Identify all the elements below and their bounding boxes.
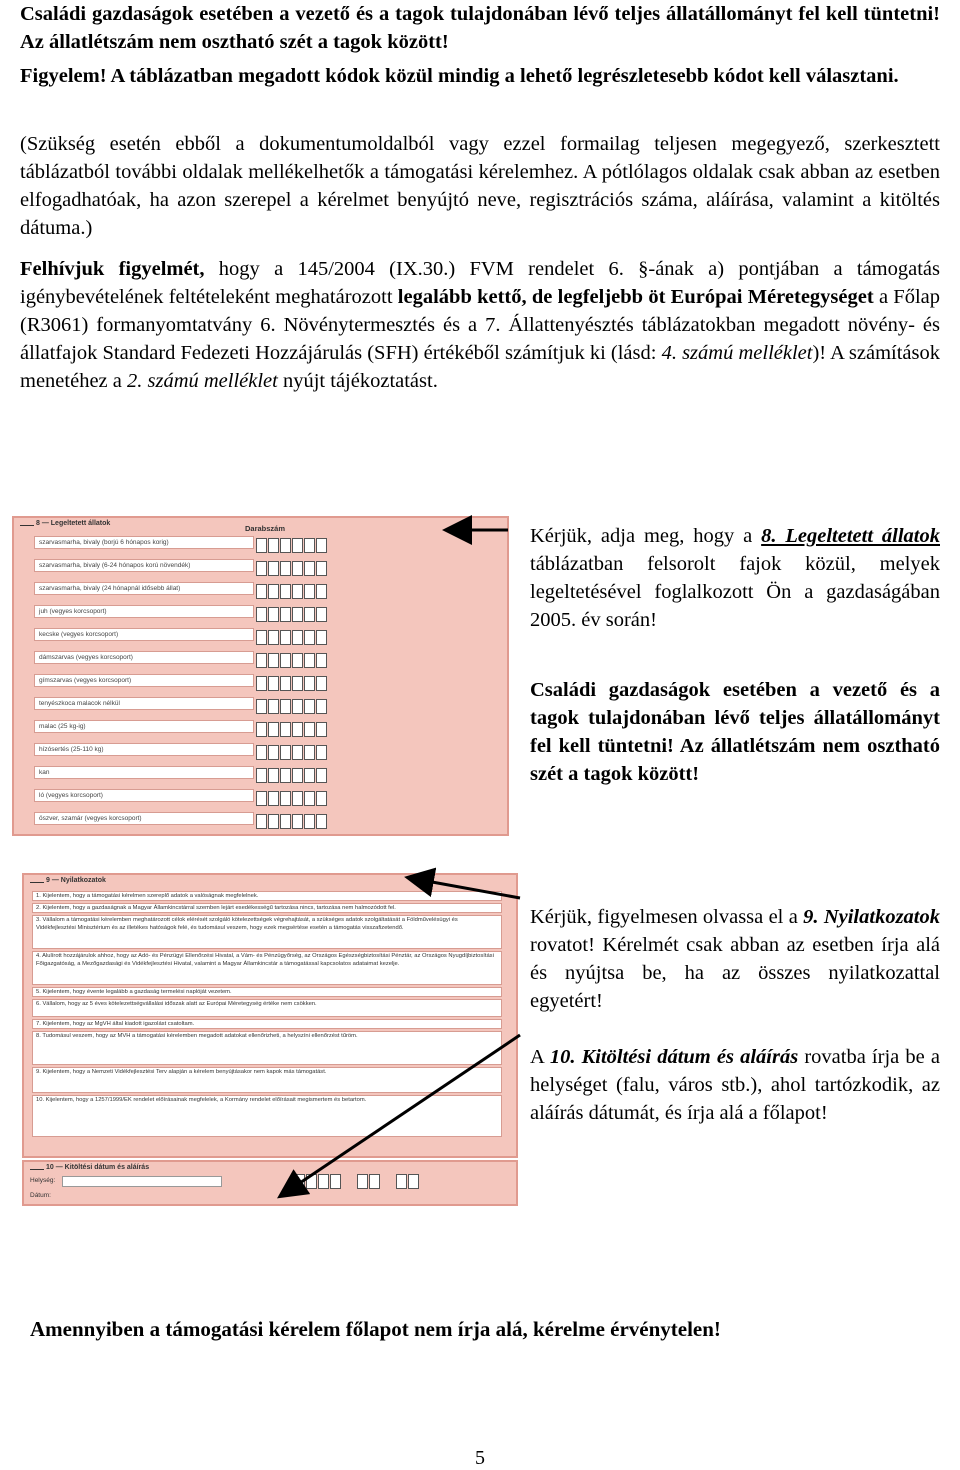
side1-a: Kérjük, adja meg, hogy a: [530, 525, 762, 547]
attention-t3: )! A számítások menetéhez a: [20, 342, 940, 392]
attention-annex2: 2. számú melléklet: [126, 370, 278, 392]
note-extra-pages: (Szükség esetén ebből a dokumentumoldalból vagy ezzel formailag teljesen megegyező, szerkesztett táblázatból további oldalak mellékelhetők a támogatási kérelemhez. A pótlólagos oldalak csak abban az esetben elfogadhatóak, ha azon szerepel a kérelmet benyújtó neve, regisztrációs száma, aláírása, valamint a kitöltés dátuma.): [20, 133, 940, 239]
declaration-text: 8. Tudomásul veszem, hogy az MVH a támogatási kérelemben megadott adatokat ellenőrizheti, a helyszíni ellenőrzést tűröm.: [36, 1033, 358, 1039]
attention-t4: nyújt tájékoztatást.: [277, 370, 438, 392]
animal-label: szarvasmarha, bivaly (24 hónapnál idősebb állat): [34, 582, 254, 595]
side-signature-note: [530, 1043, 940, 1127]
side4-c: rovatba írja be a helységet (falu, város stb.), ahol tartózkodik, az aláírás dátumát, és írja alá a főlapot!: [530, 1046, 940, 1124]
attention-annex4: 4. számú melléklet: [661, 342, 813, 364]
animal-label: gímszarvas (vegyes korcsoport): [34, 674, 254, 687]
declaration-text: 6. Vállalom, hogy az 5 éves kötelezettségvállalási időszak alatt az Európai Méretegység értéke nem csökken.: [36, 1001, 317, 1007]
form8-header-text: 8 — Legeltetett állatok: [36, 520, 111, 527]
arrow-form9: [410, 878, 520, 898]
arrow-form10: [282, 1035, 520, 1195]
side-declarations-note: [530, 903, 940, 1015]
animal-label: szarvasmarha, bivaly (borjú 6 hónapos korig): [34, 536, 254, 549]
animal-label: juh (vegyes korcsoport): [34, 605, 254, 618]
side4-a: A: [530, 1046, 550, 1068]
place-label: Helység:: [30, 1177, 56, 1184]
side1-c: táblázatban felsorolt fajok közül, melyek legeltetésével foglalkozott Ön a gazdaságában 2005. év során!: [530, 553, 940, 631]
declaration-text: 7. Kijelentem, hogy az MgVH által kiadott igazolást csatoltam.: [36, 1021, 195, 1027]
animal-label: malac (25 kg-ig): [34, 720, 254, 733]
declaration-text: 10. Kijelentem, hogy a 1257/1999/EK rendelet előírásainak megfelelek, a Kormány rendelet előírásait megismertem és betartom.: [36, 1097, 367, 1103]
declaration-text: 1. Kijelentem, hogy a támogatási kérelmen szereplő adatok a valóságnak megfelelnek.: [36, 893, 259, 899]
animal-label: ló (vegyes korcsoport): [34, 789, 254, 802]
intro-warning: Családi gazdaságok esetében a vezető és a tagok tulajdonában lévő teljes állatállományt fel kell tüntetni! Az állatlétszám nem osztható szét a tagok között!: [20, 3, 940, 53]
side-grazing-note: [530, 522, 940, 634]
side3-c: rovatot! Kérelmét csak abban az esetben írja alá és nyújtsa be, ha az összes nyilatkozattal egyetért!: [530, 934, 940, 1012]
declaration-text: 9. Kijelentem, hogy a Nemzeti Vidékfejlesztési Terv alapján a kérelem benyújtásakor nem kapok más támogatást.: [36, 1069, 327, 1075]
declaration-text: 3. Vállalom a támogatási kérelemben meghatározott célok elérését szolgáló kötelezettségek végrehajtását, a szükséges adatok szolgáltatását a Földművelésügyi és Vidékfejlesztési Minisztérium és az illetékes hatóságok felé, és tudomásul veszem, hogy ezek megsértése esetén a támogatás visszafizetendő.: [36, 917, 458, 931]
animal-label: dámszarvas (vegyes korcsoport): [34, 651, 254, 664]
form8-col-header: Darabszám: [245, 524, 286, 533]
page-number: 5: [475, 1447, 485, 1469]
declaration-text: 2. Kijelentem, hogy a gazdaságnak a Magyar Államkincstárral szemben lejárt esedékességű tartozása nincs, tartozása nem halmozódott fel.: [36, 905, 396, 911]
side-family-note: Családi gazdaságok esetében a vezető és a tagok tulajdonában lévő teljes állatállományt fel kell tüntetni! Az állatlétszám nem osztható szét a tagok között!: [530, 679, 940, 785]
attention-emphasis: legalább kettő, de legfeljebb öt Európai Méretegységet: [397, 286, 874, 308]
animal-label: tenyészkoca malacok nélkül: [34, 697, 254, 710]
animal-label: öszver, szamár (vegyes korcsoport): [34, 812, 254, 825]
animal-label: hízósertés (25-110 kg): [34, 743, 254, 756]
side1-b: 8. Legeltetett állatok: [761, 525, 940, 547]
form10-header-text: 10 — Kitöltési dátum és aláírás: [46, 1164, 150, 1171]
animal-label: kan: [34, 766, 254, 779]
animal-label: kecske (vegyes korcsoport): [34, 628, 254, 641]
footer-warning: Amennyiben a támogatási kérelem főlapot nem írja alá, kérelme érvénytelen!: [30, 1317, 721, 1341]
date-label: Dátum:: [30, 1192, 51, 1199]
attention-t2: a Főlap (R3061) formanyomtatvány 6. Növénytermesztés és a 7. Állattenyésztés táblázatokban megadott növény- és állatfajok Standard Fedezeti Hozzájárulás (SFH) értékéből számítjuk ki (lásd:: [20, 286, 941, 364]
side3-a: Kérjük, figyelmesen olvassa el a: [530, 906, 804, 928]
declaration-text: 5. Kijelentem, hogy évente legalább a gazdaság termelési naplóját vezetem.: [36, 989, 232, 995]
side3-b: 9. Nyilatkozatok: [803, 906, 940, 928]
side4-b: 10. Kitöltési dátum és aláírás: [549, 1046, 799, 1068]
animal-label: szarvasmarha, bivaly (6-24 hónapos korú növendék): [34, 559, 254, 572]
note-codes-text: Figyelem! A táblázatban megadott kódok közül mindig a lehető legrészletesebb kódot kell választani.: [20, 65, 899, 87]
form9-header-text: 9 — Nyilatkozatok: [46, 877, 106, 884]
attention-lead: Felhívjuk figyelmét,: [20, 258, 205, 280]
attention-t1: hogy a 145/2004 (IX.30.) FVM rendelet 6. §-ának a) pontjában a támogatás igénybevételének feltételeként meghatározott: [20, 258, 940, 308]
declaration-text: 4. Alulírott hozzájárulok ahhoz, hogy az Adó- és Pénzügyi Ellenőrzési Hivatal, a Vám- és Pénzügyőrség, az Országos Egészségbiztosítási Pénztár, az Országos Nyugdíjbiztosítási Főigazgatóság, a Mezőgazdasági és Vidékfejlesztési Hivatal, valamint a Magyar Államkincstár a támogatással kapcsolatos adataimat kezelje.: [36, 953, 494, 967]
